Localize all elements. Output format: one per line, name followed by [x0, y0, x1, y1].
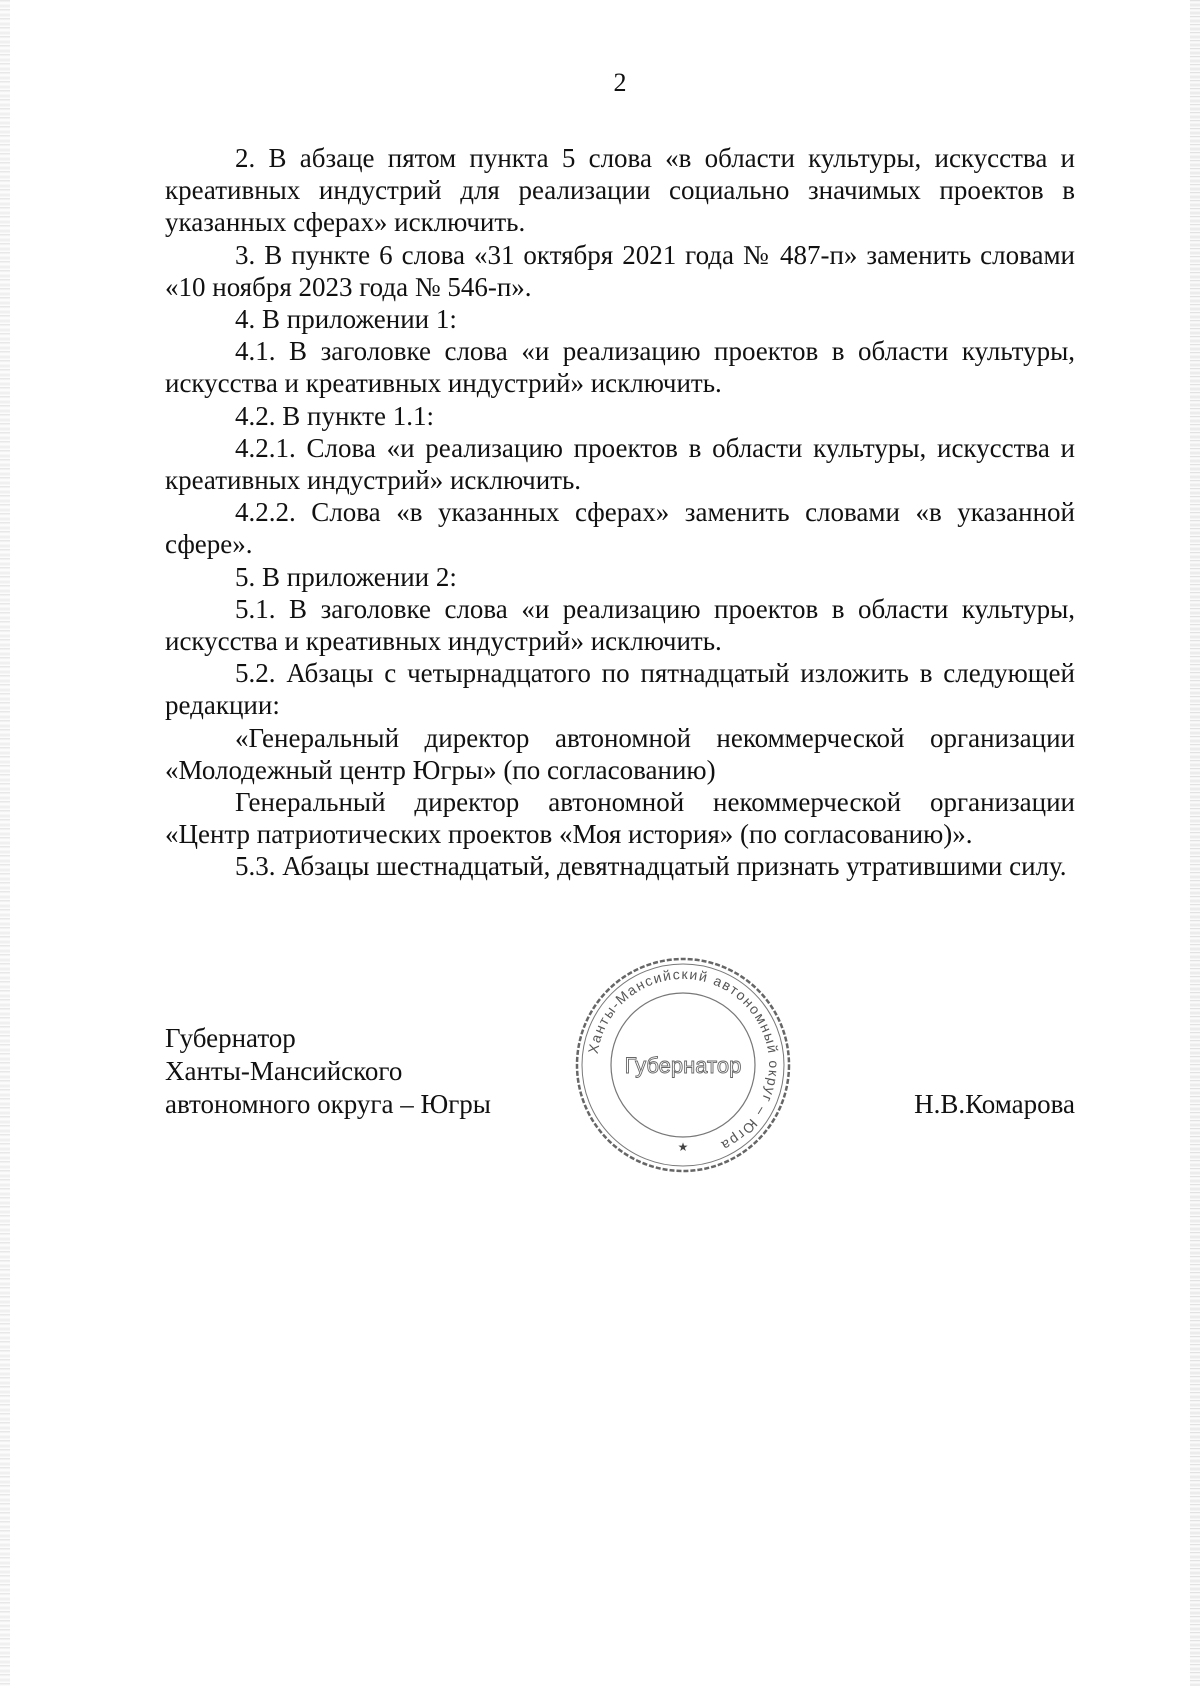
signatory-title-line: автономного округа – Югры: [165, 1089, 491, 1119]
seal-center-text: Губернатор: [624, 1053, 742, 1078]
scan-left-edge: [0, 0, 10, 1686]
signatory-title: [165, 1022, 491, 1121]
paragraph-item-5-2: 5.2. Абзацы с четырнадцатого по пятнадцатый изложить в следующей редакции:: [165, 658, 1075, 721]
signatory-title-line: Губернатор: [165, 1023, 296, 1053]
paragraph-item-4-2-1: 4.2.1. Слова «и реализацию проектов в области культуры, искусства и креативных индустрий» исключить.: [165, 432, 1075, 496]
paragraph-item-4-2: 4.2. В пункте 1.1:: [235, 400, 434, 431]
signatory-title-line: Ханты-Мансийского: [165, 1056, 403, 1086]
page-number: 2: [613, 68, 627, 97]
seal-graphic: [573, 955, 793, 1175]
paragraph-item-3: 3. В пункте 6 слова «31 октября 2021 года № 487-п» заменить словами «10 ноября 2023 года № 546-п».: [165, 239, 1075, 302]
paragraph-item-4-2-2: 4.2.2. Слова «в указанных сферах» заменить словами «в указанной сфере».: [165, 497, 1075, 560]
paragraph-item-5-3: 5.3. Абзацы шестнадцатый, девятнадцатый признать утратившими силу.: [235, 851, 1067, 882]
paragraph-item-4-1: 4.1. В заголовке слова «и реализацию проектов в области культуры, искусства и креативных индустрий» исключить.: [165, 336, 1075, 399]
scan-right-edge: [1190, 0, 1200, 1686]
seal-star-icon: ★: [677, 1140, 689, 1154]
document-body: [165, 142, 1075, 883]
official-seal: [573, 955, 793, 1175]
paragraph-item-5: 5. В приложении 2:: [235, 561, 457, 592]
paragraph-item-5-1: 5.1. В заголовке слова «и реализацию проектов в области культуры, искусства и креативных индустрий» исключить.: [165, 593, 1075, 657]
paragraph-quote-patriotic-center: Генеральный директор автономной некоммерческой организации «Центр патриотических проектов «Моя история» (по согласованию)».: [165, 787, 1075, 850]
paragraph-item-4: 4. В приложении 1:: [235, 304, 457, 335]
signatory-name: Н.В.Комарова: [914, 1089, 1075, 1119]
paragraph-quote-youth-center: «Генеральный директор автономной некоммерческой организации «Молодежный центр Югры» (по согласованию): [165, 722, 1075, 785]
seal-ring-textpath: Ханты-Мансийский автономный округ – Югра: [584, 965, 783, 1155]
paragraph-item-2: 2. В абзаце пятом пункта 5 слова «в области культуры, искусства и креативных индустрий для реализации социально значимых проектов в указанных сферах» исключить.: [165, 143, 1075, 238]
